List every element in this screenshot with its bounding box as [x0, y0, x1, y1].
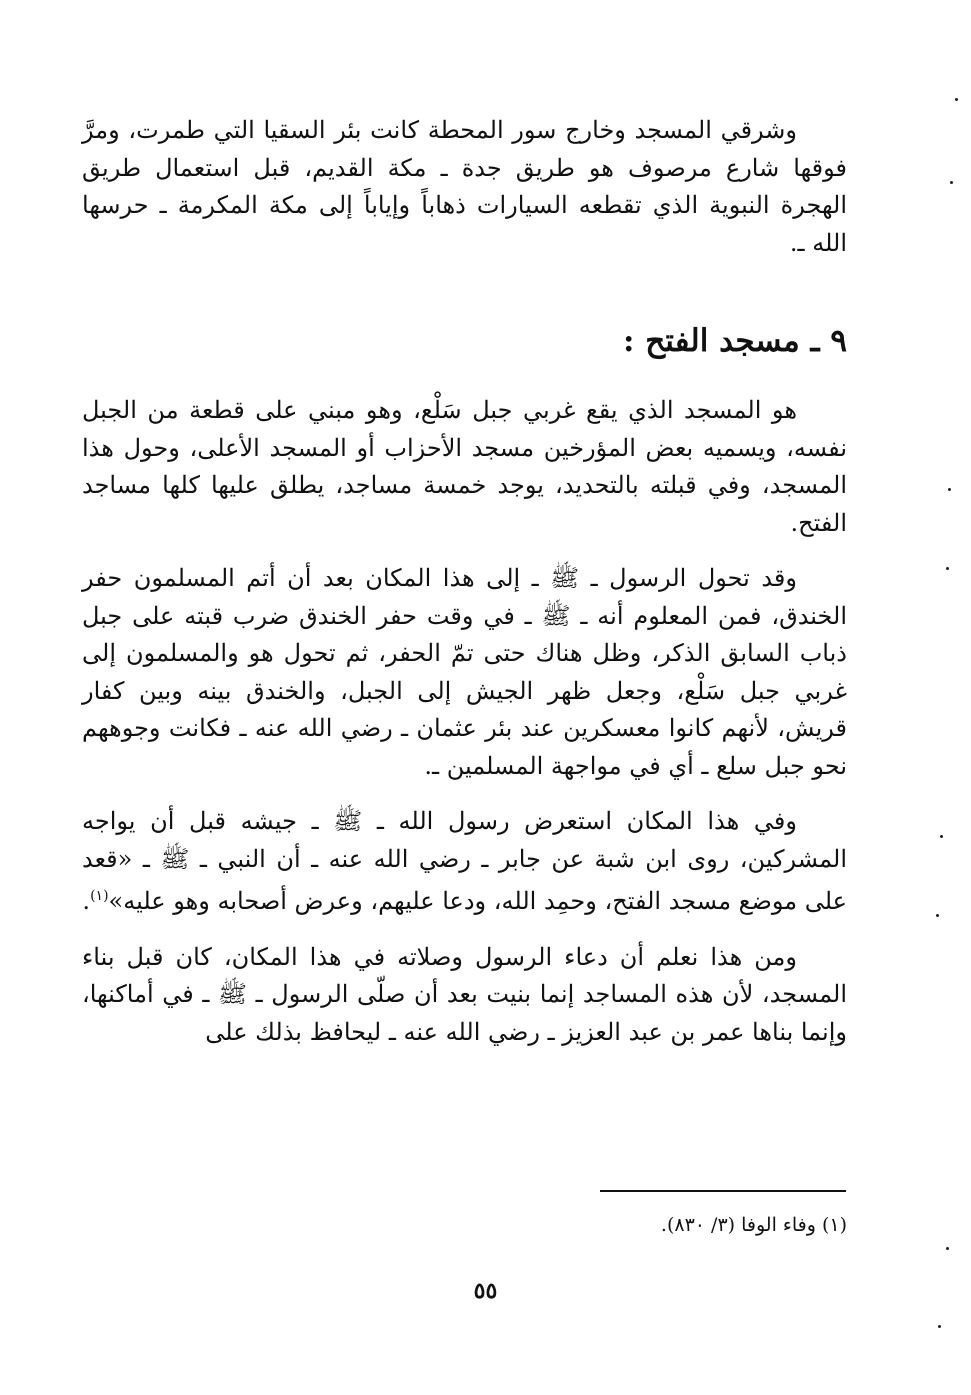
paragraph-hadith-end: .	[82, 887, 91, 915]
paragraph-conclusion: ومن هذا نعلم أن دعاء الرسول وصلاته في هذا المكان، كان قبل بناء المسجد، لأن هذه المساجد إنما بنيت بعد أن صلّى الرسول ـ ﷺ ـ في أماكنها، وإنما بناها عمر بن عبد العزيز ـ رضي الله عنه ـ ليحافظ بذلك على	[82, 942, 847, 1046]
scan-speck	[936, 914, 939, 917]
footnote-reference: (١)	[90, 888, 109, 904]
page-body	[82, 112, 847, 1051]
scan-speck	[940, 835, 943, 838]
scan-speck	[946, 1247, 949, 1250]
paragraph-history: وقد تحول الرسول ـ ﷺ ـ إلى هذا المكان بعد أن أتم المسلمون حفر الخندق، فمن المعلوم أنه ـ ﷺ ـ في وقت حفر الخندق ضرب قبته على جبل ذباب السابق الذكر، وظل هناك حتى تمّ الحفر، ثم تحول هو والمسلمون إلى غربي جبل سَلْع، وجعل ظهر الجيش إلى الجبل، والخندق بينه وبين كفار قريش، لأنهم كانوا معسكرين عند بئر عثمان ـ رضي الله عنه ـ فكانت وجوههم نحو جبل سلع ـ أي في مواجهة المسلمين ـ.	[82, 564, 847, 780]
scan-speck	[955, 98, 958, 101]
scan-speck	[946, 567, 949, 570]
paragraph-intro: وشرقي المسجد وخارج سور المحطة كانت بئر السقيا التي طمرت، ومرَّ فوقها شارع مرصوف هو طريق جدة ـ مكة القديم، قبل استعمال طريق الهجرة النبوية الذي تقطعه السيارات ذهاباً وإياباً إلى مكة المكرمة ـ حرسها الله ـ.	[82, 116, 848, 257]
page-number: ٥٥	[473, 1278, 498, 1304]
paragraph-hadith	[82, 803, 847, 921]
scan-speck	[950, 181, 953, 184]
section-heading: ٩ ـ مسجد الفتح :	[623, 323, 847, 359]
footnote-divider	[600, 1190, 846, 1192]
paragraph-hadith-text: وفي هذا المكان استعرض رسول الله ـ ﷺ ـ جيشه قبل أن يواجه المشركين، روى ابن شبة عن جابر ـ رضي الله عنه ـ أن النبي ـ ﷺ ـ «قعد على موضع مسجد الفتح، وحمِد الله، ودعا عليهم، وعرض أصحابه وهو عليه»	[82, 807, 847, 915]
paragraph-definition: هو المسجد الذي يقع غربي جبل سَلْع، وهو مبني على قطعة من الجبل نفسه، ويسميه بعض المؤرخين مسجد الأحزاب أو المسجد الأعلى، وحول هذا المسجد، وفي قبلته بالتحديد، يوجد خمسة مساجد، يطلق عليها كلها مساجد الفتح.	[82, 396, 847, 537]
scan-speck	[948, 488, 951, 491]
scan-speck	[938, 1325, 941, 1328]
footnote-text: (١) وفاء الوفا (٣/ ٨٣٠).	[660, 1214, 847, 1236]
